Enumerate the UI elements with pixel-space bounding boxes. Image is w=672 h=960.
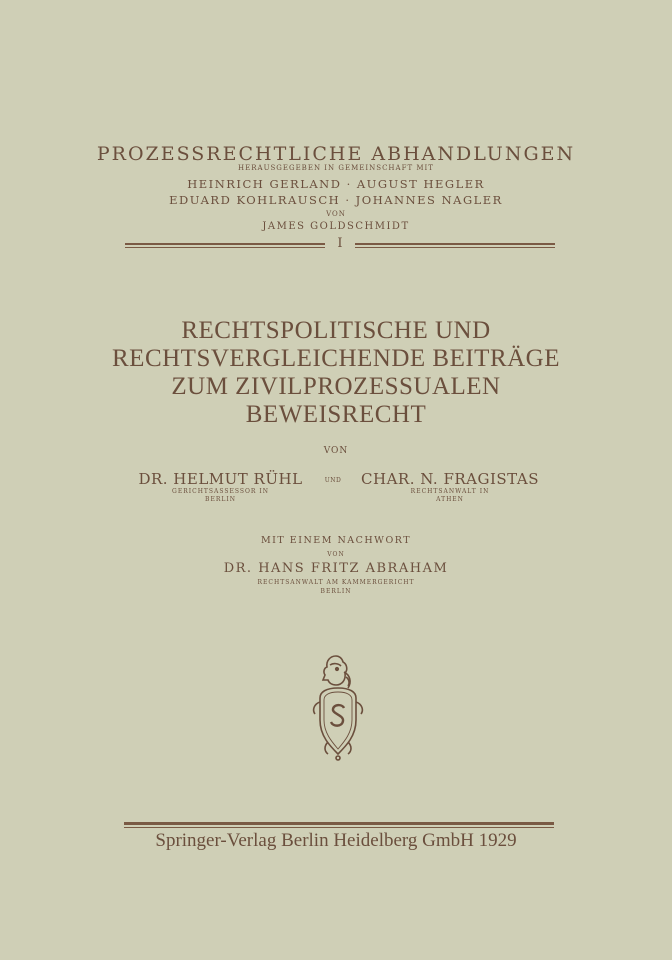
series-von: VON: [326, 210, 346, 218]
and-word: UND: [324, 477, 342, 484]
author-role: GERICHTSASSESSOR IN: [172, 488, 269, 495]
book-title-line-4: BEWEISRECHT: [245, 401, 427, 428]
author-ruehl: [133, 470, 308, 504]
springer-knight-emblem-icon: [306, 650, 370, 762]
afterword-author-city: BERLIN: [320, 588, 352, 595]
author-fragistas: [350, 470, 550, 504]
publisher-line: Springer-Verlag Berlin Heidelberg GmbH 1929: [155, 830, 517, 851]
afterword-von: VON: [327, 551, 345, 558]
bottom-rule-thin: [124, 827, 554, 828]
author-name: CHAR. N. FRAGISTAS: [361, 470, 539, 488]
rule-right-thin: [355, 247, 555, 248]
authors-von: VON: [323, 446, 349, 456]
author-name: DR. HELMUT RÜHL: [138, 470, 303, 488]
volume-number: I: [337, 236, 343, 251]
rule-right: [355, 243, 555, 245]
book-title-line-1: RECHTSPOLITISCHE UND: [181, 317, 491, 344]
rule-left: [125, 243, 325, 245]
book-title-line-2: RECHTSVERGLEICHENDE BEITRÄGE: [112, 345, 560, 372]
author-city: BERLIN: [205, 496, 236, 503]
afterword-author-role: RECHTSANWALT AM KAMMERGERICHT: [257, 579, 415, 586]
author-role: RECHTSANWALT IN: [410, 488, 490, 495]
series-editors-line2: EDUARD KOHLRAUSCH · JOHANNES NAGLER: [169, 193, 503, 207]
series-editors-line1: HEINRICH GERLAND · AUGUST HEGLER: [187, 177, 485, 191]
volume-rule: [125, 238, 555, 252]
series-edited-note: HERAUSGEGEBEN IN GEMEINSCHAFT MIT: [238, 164, 434, 172]
afterword-author: DR. HANS FRITZ ABRAHAM: [223, 561, 449, 576]
rule-left-thin: [125, 247, 325, 248]
bottom-rule: [124, 822, 554, 825]
series-title: PROZESSRECHTLICHE ABHANDLUNGEN: [96, 143, 576, 165]
series-main-editor: JAMES GOLDSCHMIDT: [262, 221, 410, 232]
afterword-label: MIT EINEM NACHWORT: [260, 535, 412, 546]
book-title-line-3: ZUM ZIVILPROZESSUALEN: [171, 373, 501, 400]
author-city: ATHEN: [436, 496, 464, 503]
